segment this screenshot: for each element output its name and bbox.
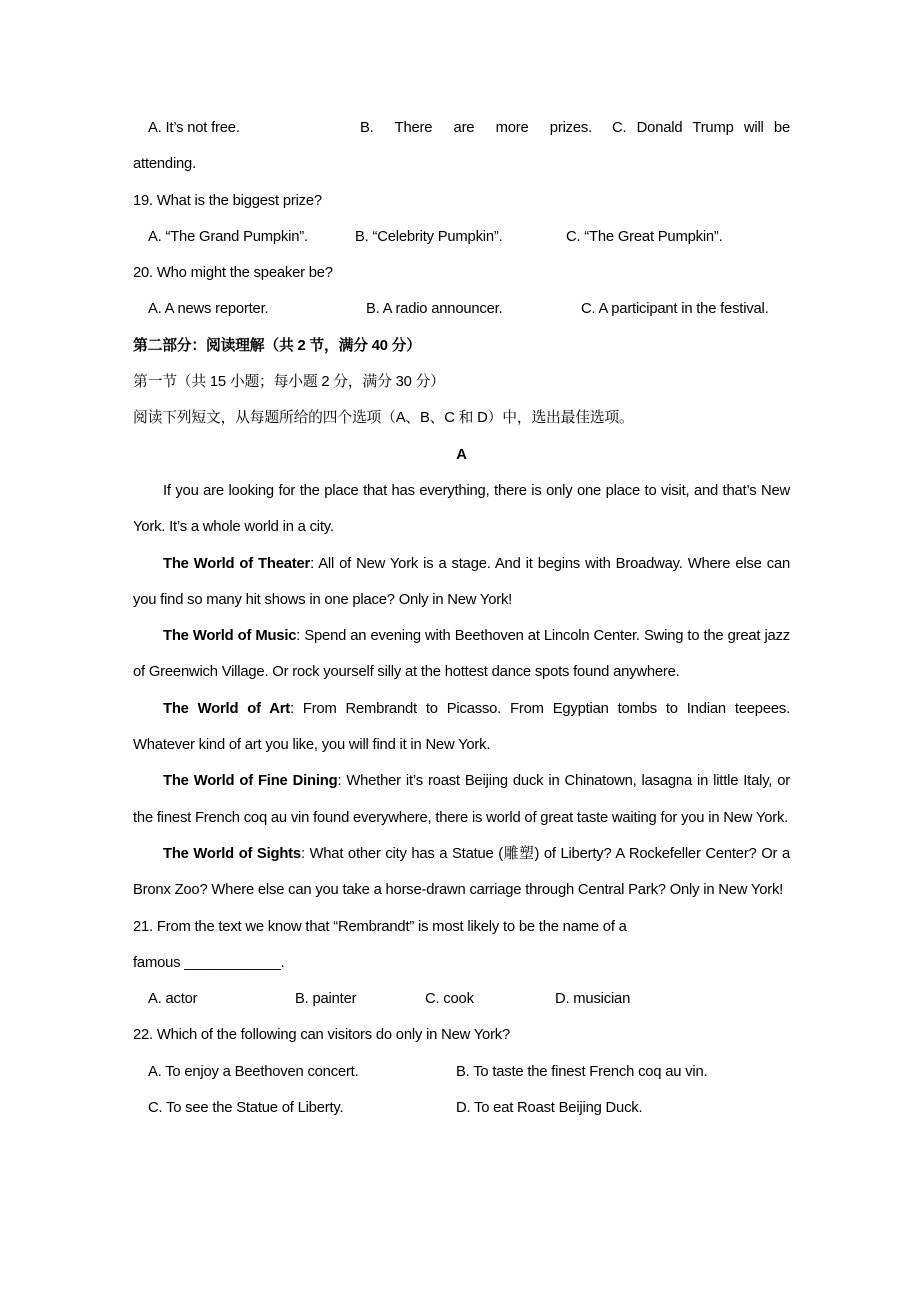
q22-option-a: A. To enjoy a Beethoven concert. [148,1063,359,1080]
passage-label: A [456,446,467,463]
music-heading: The World of Music [163,628,297,645]
section1-subheading: 第一节（共 15 小题；每小题 2 分，满分 30 分） [133,374,445,391]
q20-option-c: C. A participant in the festival. [581,301,769,318]
passage-paragraph-art [133,691,790,764]
q21-option-d: D. musician [555,991,631,1008]
q20-question: 20. Who might the speaker be? [133,265,333,282]
q19-options-row [133,219,790,255]
q19-option-a: A. “The Grand Pumpkin”. [148,228,308,245]
q22-options-row-ab [133,1054,790,1090]
q20-options-row [133,291,790,327]
q21-question-line1: 21. From the text we know that “Rembrandt” is most likely to be the name of a [133,918,627,935]
q22-option-c: C. To see the Statue of Liberty. [148,1100,344,1117]
q19-question: 19. What is the biggest prize? [133,192,322,209]
reading-instructions: 阅读下列短文，从每题所给的四个选项（A、B、C 和 D）中，选出最佳选项。 [133,410,634,427]
theater-text: : All of New York is a stage. And it begins with Broadway. Where else can you find so many hit shows in one place? Only in New York! [133,555,790,608]
q18-option-c: C. Donald Trump will be [612,120,790,136]
part2-heading: 第二部分：阅读理解（共 2 节，满分 40 分） [133,337,421,354]
passage-paragraph-music [133,618,790,691]
q21-option-c: C. cook [425,991,474,1008]
q22-option-d: D. To eat Roast Beijing Duck. [456,1100,643,1117]
q21-options-row [133,981,790,1017]
q21-question-line2: famous ____________. [133,954,285,971]
q18-option-b: B. There are more prizes. [360,120,592,136]
q19-option-c: C. “The Great Pumpkin”. [566,228,723,245]
q18-options-row [133,110,790,146]
theater-heading: The World of Theater [163,555,311,572]
passage-intro: If you are looking for the place that has everything, there is only one place to visit, and that’s New York. It’s a whole world in a city. [133,482,790,536]
q22-option-b: B. To taste the finest French coq au vin. [456,1063,708,1080]
dining-text: : Whether it’s roast Beijing duck in Chinatown, lasagna in little Italy, or the finest French coq au vin found everywhere, there is world of great taste waiting for you in New York. [133,773,790,826]
q21-option-a: A. actor [148,991,198,1008]
q18-option-a: A. It’s not free. [148,120,240,136]
sights-heading: The World of Sights [163,845,301,862]
q18-option-c-continued: attending. [133,156,196,173]
exam-content [133,110,790,1126]
q22-question: 22. Which of the following can visitors do only in New York? [133,1027,511,1044]
passage-paragraph-theater [133,546,790,619]
passage-paragraph-sights [133,836,790,909]
sights-text: : What other city has a Statue (雕塑) of Liberty? A Rockefeller Center? Or a Bronx Zoo? Where else can you take a horse-drawn carriage through Central Park? Only in New York! [133,845,790,899]
passage-paragraph-dining [133,763,790,836]
art-heading: The World of Art [163,700,290,717]
q22-options-row-cd [133,1090,790,1126]
q20-option-b: B. A radio announcer. [366,301,503,318]
q20-option-a: A. A news reporter. [148,301,269,318]
art-text: : From Rembrandt to Picasso. From Egyptian tombs to Indian teepees. Whatever kind of art you like, you will find it in New York. [133,700,791,754]
q21-option-b: B. painter [295,991,357,1008]
dining-heading: The World of Fine Dining [163,773,338,790]
music-text: : Spend an evening with Beethoven at Lincoln Center. Swing to the great jazz of Greenwich Village. Or rock yourself silly at the hottest dance spots found anywhere. [133,628,790,681]
q19-option-b: B. “Celebrity Pumpkin”. [355,228,503,245]
